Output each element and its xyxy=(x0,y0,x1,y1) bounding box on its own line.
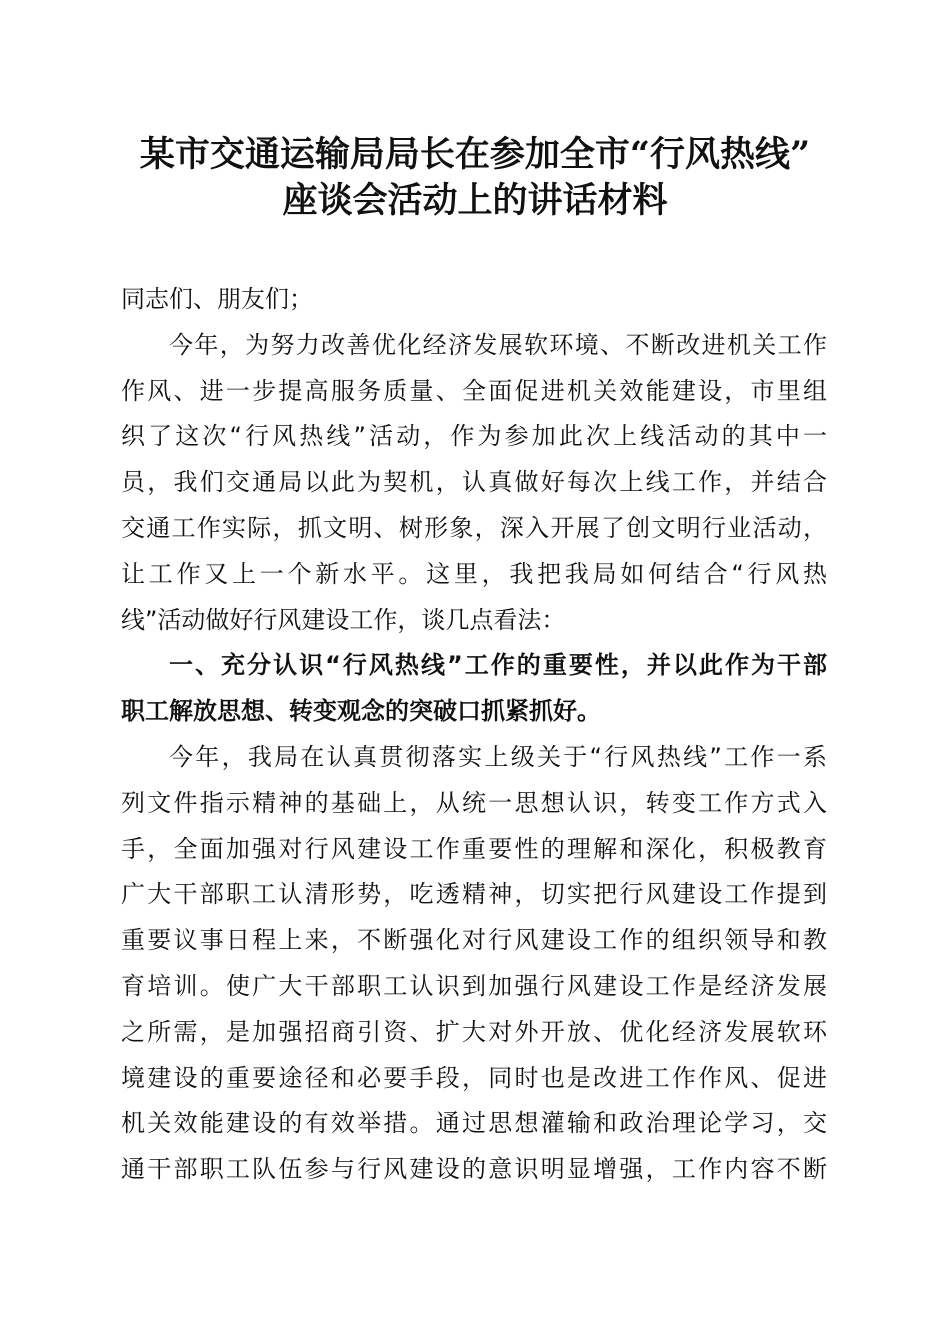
title-line-1: 某市交通运输局局长在参加全市“行风热线” xyxy=(139,134,811,175)
paragraph-line: 重要议事日程上来，不断强化对行风建设工作的组织领导和教 xyxy=(121,926,827,955)
document-title xyxy=(100,132,850,224)
paragraph-line: 育培训。使广大干部职工认识到加强行风建设工作是经济发展 xyxy=(121,971,827,1000)
paragraph-line: 手，全面加强对行风建设工作重要性的理解和深化，积极教育 xyxy=(121,834,827,863)
paragraph-line: 员，我们交通局以此为契机，认真做好每次上线工作，并结合 xyxy=(121,468,827,497)
paragraph-line: 作风、进一步提高服务质量、全面促进机关效能建设，市里组 xyxy=(121,376,827,405)
paragraph-line: 今年，我局在认真贯彻落实上级关于“行风热线”工作一系 xyxy=(169,742,827,771)
paragraph-line: 广大干部职工认清形势，吃透精神，切实把行风建设工作提到 xyxy=(121,880,827,909)
section-heading-line: 职工解放思想、转变观念的突破口抓紧抓好。 xyxy=(121,697,601,726)
paragraph-line: 今年，为努力改善优化经济发展软环境、不断改进机关工作 xyxy=(169,330,827,359)
paragraph-line: 通干部职工队伍参与行风建设的意识明显增强，工作内容不断 xyxy=(121,1155,827,1184)
paragraph-line: 交通工作实际，抓文明、树形象，深入开展了创文明行业活动， xyxy=(121,513,827,542)
paragraph-line: 列文件指示精神的基础上，从统一思想认识，转变工作方式入 xyxy=(121,788,827,817)
title-line-2: 座谈会活动上的讲话材料 xyxy=(282,180,668,221)
paragraph-line: 境建设的重要途径和必要手段，同时也是改进工作作风、促进 xyxy=(121,1063,827,1092)
paragraph-line: 织了这次“行风热线”活动，作为参加此次上线活动的其中一 xyxy=(121,422,827,451)
document-body xyxy=(121,277,827,1193)
paragraph-line: 机关效能建设的有效举措。通过思想灌输和政治理论学习，交 xyxy=(121,1109,827,1138)
salutation: 同志们、朋友们； xyxy=(121,285,313,313)
paragraph-line: 之所需，是加强招商引资、扩大对外开放、优化经济发展软环 xyxy=(121,1017,827,1046)
paragraph-line: 让工作又上一个新水平。这里，我把我局如何结合“行风热 xyxy=(121,559,827,588)
section-heading-line: 一、充分认识“行风热线”工作的重要性，并以此作为干部 xyxy=(169,651,827,680)
paragraph-line: 线”活动做好行风建设工作，谈几点看法： xyxy=(121,605,566,634)
